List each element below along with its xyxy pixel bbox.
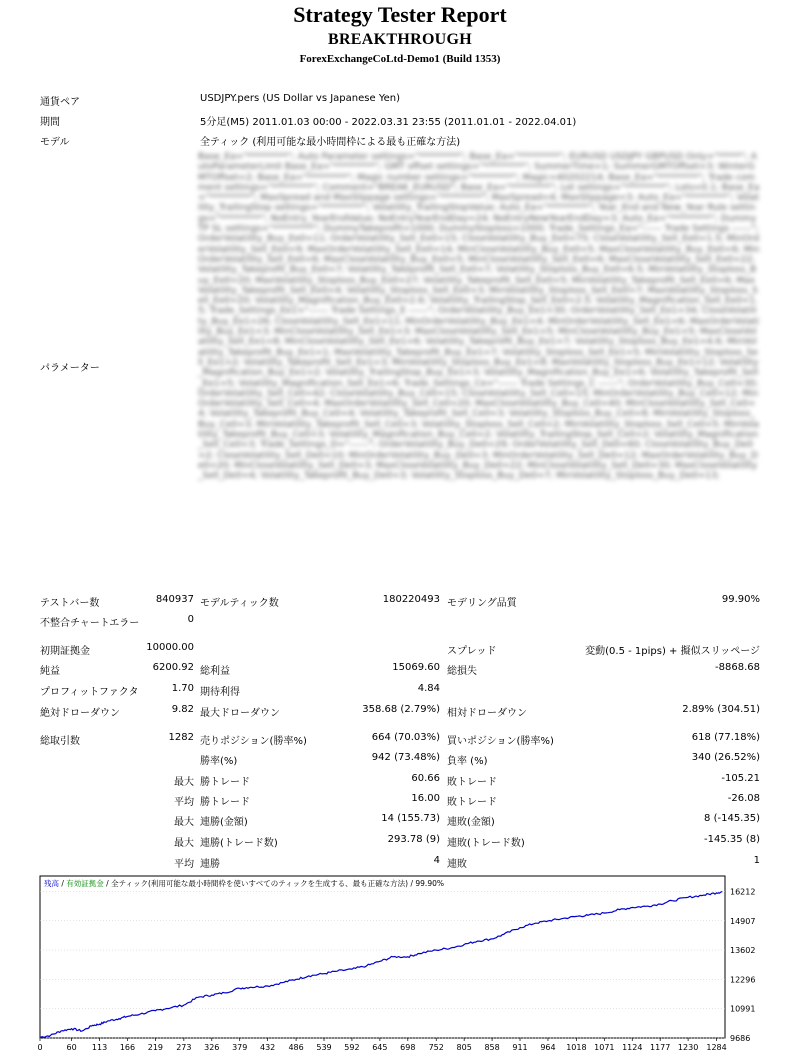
report-title: Strategy Tester Report (293, 2, 507, 27)
x-tick-label: 432 (259, 1043, 276, 1052)
y-tick-label: 9686 (730, 1034, 751, 1043)
params-label: パラメーター (40, 363, 100, 374)
legend-sep-1: / (59, 879, 67, 888)
legend-equity: 有効証拠金 (66, 879, 104, 888)
largest-loss-value: -105.21 (721, 773, 760, 784)
payoff-label: 期待利得 (200, 687, 240, 698)
consec-profit-label: 連勝(トレード数) (200, 838, 278, 849)
x-tick-label: 858 (484, 1043, 500, 1052)
x-tick-label: 911 (512, 1043, 528, 1052)
payoff-value: 4.84 (417, 683, 440, 694)
x-tick-label: 592 (344, 1043, 360, 1052)
max-label-2: 最大 (174, 817, 194, 828)
model-label: モデル (40, 137, 70, 148)
win-value: 942 (73.48%) (371, 752, 440, 763)
model-value: 全ティック (利用可能な最小時間枠による最も正確な方法) (200, 137, 461, 148)
legend-description: 全ティック(利用可能な最小時間枠を使いすべてのティックを生成する、最も正確な方法) / 99.90% (111, 879, 444, 888)
win-label: 勝率(%) (200, 756, 238, 767)
x-tick-label: 219 (147, 1043, 164, 1052)
loss-label: 負率 (%) (447, 756, 488, 767)
max-label-1: 最大 (174, 777, 194, 788)
short-label: 売りポジション(勝率%) (200, 736, 307, 747)
spread-value: 変動(0.5 - 1pips) + 擬似スリッページ (585, 646, 760, 657)
symbol-label: 通貨ペア (40, 97, 80, 108)
ea-name: BREAKTHROUGH (327, 31, 473, 48)
x-tick-label: 273 (176, 1043, 192, 1052)
ticks-label: モデルティック数 (200, 598, 279, 609)
avg-consec-losses-label: 連敗 (447, 859, 467, 870)
x-tick-label: 964 (540, 1043, 556, 1052)
legend-balance: 残高 (44, 879, 59, 888)
errors-value: 0 (187, 614, 194, 625)
y-tick-label: 13602 (730, 946, 756, 956)
absdd-label: 絶対ドローダウン (40, 708, 120, 719)
x-tick-label: 1177 (650, 1043, 671, 1052)
netprofit-value: 6200.92 (152, 662, 194, 673)
x-tick-label: 0 (37, 1043, 43, 1052)
consec-profit-value: 293.78 (9) (387, 834, 440, 845)
consec-losses-label: 連敗(金額) (447, 817, 495, 828)
consec-loss-value: -145.35 (8) (704, 834, 760, 845)
avg-loss-value: -26.08 (727, 793, 760, 804)
avg-label-1: 平均 (174, 797, 194, 808)
x-tick-label: 379 (232, 1043, 248, 1052)
x-axis-ticks (37, 1038, 726, 1052)
consec-losses-value: 8 (-145.35) (704, 813, 760, 824)
loss-value: 340 (26.52%) (691, 752, 760, 763)
x-tick-label: 326 (204, 1043, 220, 1052)
avg-win-label: 勝トレード (200, 797, 250, 808)
y-tick-label: 10991 (730, 1004, 756, 1014)
reldd-value: 2.89% (304.51) (682, 704, 760, 715)
period-value: 5分足(M5) 2011.01.03 00:00 - 2022.03.31 23:55 (2011.01.01 - 2022.04.01) (200, 117, 577, 128)
x-tick-label: 1124 (622, 1043, 643, 1052)
bars-value: 840937 (155, 594, 194, 605)
trades-label: 総取引数 (40, 736, 80, 747)
deposit-label: 初期証拠金 (40, 646, 90, 657)
largest-win-value: 60.66 (411, 773, 440, 784)
symbol-value: USDJPY.pers (US Dollar vs Japanese Yen) (200, 93, 400, 104)
long-value: 618 (77.18%) (691, 732, 760, 743)
period-label: 期間 (40, 117, 60, 128)
deposit-value: 10000.00 (146, 642, 194, 653)
bars-label: テストバー数 (40, 598, 100, 609)
grossloss-value: -8868.68 (715, 662, 760, 673)
largest-win-label: 勝トレード (200, 777, 250, 788)
x-tick-label: 166 (119, 1043, 136, 1052)
absdd-value: 9.82 (171, 704, 194, 715)
x-tick-label: 752 (428, 1043, 444, 1052)
grossprofit-label: 総利益 (200, 666, 230, 677)
x-tick-label: 1071 (594, 1043, 615, 1052)
trades-value: 1282 (168, 732, 194, 743)
quality-value: 99.90% (721, 594, 760, 605)
reldd-label: 相対ドローダウン (447, 708, 527, 719)
quality-label: モデリング品質 (447, 598, 517, 609)
maxdd-value: 358.68 (2.79%) (362, 704, 440, 715)
pf-label: プロフィットファクタ (40, 687, 139, 698)
avg-label-2: 平均 (174, 859, 194, 870)
params-blurred-text: Base_Ea="*********"; Auto Parameter settings="*********"; Base_Ea="*********"; EURUSD USDJPY GBPUSD Only="*****"; AutoParameterLimit Base_Ea="*********"; GMT offset settings="*********"; SummerTime=1; SummerGMTOffset=3; WinterGMTOffset=2; Base_Ea="*********"; Magic number settings="*********"; Magic=40202214; Base_Ea="*********"; Trade comment settings="*********"; Comment="BREAK_EURUSD"; Base_Ea="*********"; Lot settings="*********"; Lots=0.1; Base_Ea="*********"; MaxSpread and MaxSlippage settings="*********"; MaxSpread=4; MaxSlippage=3; Auto_Ea="*********"; Volatility_TrailingStop settings="*********"; Volatility_TrailingStopValue; Auto_Ea="*********"; Year_End and New_Year Rule settings="*********"; NoEntry_YearEndValue; NoEntryYearEndDay=24; NoEntryNewYearEndDay=3; Auto_Ea="*********"; Dummy TP SL settings="*********"; DummyTakeprofit=1000; DummyStoploss=1000; Trade_Settings_Ea="------ Trade Settings ------"; OrderVolatility_Buy_Ee0=11; OrderVolatility_Sell_Ee0=15; CloseVolatility_Buy_Ee0=75; CloseVolatility_Sell_Ee0=1.5; MinOrderVolatility_Sell_Ee0=9; MaxOrderVolatility_Sell_Ee0=14; MinCloseVolatility_Buy_Ee0=5; MaxCloseVolatility_Buy_Ee0=6; MinOrderVolatility_Sell_Ee0=6; MaxCloseVolatility_Buy_Ee0=5; MinCloseVolatility_Sell_Ee0=6; MaxCloseVolatility_Sell_Ee0=22; Volatility_Takeprofit_Buy_Ee0=7; Volatility_Takeprofit_Sell_Ee0=7; Volatility_Stoploss_Buy_Ee0=6.5; MinVolatility_Stoploss_Buy_Ee0=20; MaxVolatility_Stoploss_Buy_Ee0=27; Volatility_Takeprofit_Sell_Ee0=5; MinVolatility_Takeprofit_Sell_Ee0=6; MaxVolatility_Takeprofit_Sell_Ee0=4; Volatility_Stoploss_Sell_Ee0=3; MinVolatility_Stoploss_Sell_Ee0=7; MaxVolatility_Stoploss_Sell_Ee0=20; Volatility_Magnification_Buy_Ee0=2.6; Volatility_TrailingStop_Sell_Ee0=2.5; Volatility_Magnification_Sell_Ee0=1.5; Trade_Settings_Ee1="------ Trade Settings_E ------"; OrderVolatility_Buy_Ee1=30; OrderVolatility_Sell_Ee1=34; CloseVolatility_Buy_Ee1=26; CloseVolatility_Sell_Ee1=11; MinOrderVolatility_Buy_Ee1=4; MinOrderVolatility_Sell_Ee1=6; MaxOrderVolatility_Buy_Ee1=3; MinCloseVolatility_Sell_Ee1=3; MaxCloseVolatility_Sell_Ee1=5; MinCloseVolatility_Buy_Ee1=5; MaxCloseVolatility_Sell_Ee1=8; MinCloseVolatility_Sell_Ee1=6; Volatility_Takeprofit_Buy_Ee1=7; Volatility_Stoploss_Buy_Ee1=4.6; MinVolatility_Takeprofit_Buy_Ee1=1; MaxVolatility_Takeprofit_Buy_Ee1=7; Volatility_Stoploss_Sell_Ee1=5; MinVolatility_Stoploss_Sell_Ee1=2; Volatility_Takeprofit_Sell_Ee1=3; MinVolatility_Stoploss_Buy_Ee1=8; MaxVolatility_Stoploss_Buy_Ee1=12; Volatility_Magnification_Buy_Ee1=2; Volatility_TrailingStop_Buy_Ee1=3; Volatility_Magnification_Buy_Ee1=6; Volatility_Takeprofit_Sell_Ee1=5; Volatility_Magnification_Sell_Ee1=6; Trade_Settings_Ce="------ Trade Settings_C ------"; OrderVolatility_Buy_Ce0=30; OrderVolatility_Sell_Ce0=42; CloseVolatility_Buy_Ce0=15; CloseVolatility_Sell_Ce0=15; MinOrderVolatility_Buy_Ce0=12; MinOrderVolatility_Sell_Ce0=4; MaxOrderVolatility_Sell_Ce0=20; MaxCloseVolatility_Buy_Ce0=40; MinCloseVolatility_Sell_Ce0=4; Volatility_Takeprofit_Buy_Ce0=4; Volatility_Takeprofit_Sell_Ce0=3; Volatility_Stoploss_Buy_Ce0=8; MinVolatility_Stoploss_Buy_Ce0=3; MinVolatility_Takeprofit_Sell_Ce0=3; Volatility_Stoploss_Sell_Ce0=2; MinVolatility_Stoploss_Sell_Ce0=5; MinVolatility_Takeprofit_Buy_Ce0=3; Volatility_Magnification_Buy_Ce0=2; Volatility_TrailingStop_Sell_Ce0=2; Volatility_Magnification_Sell_Ce0=3; Trade_Settings_D="------"; OrderVolatility_Buy_De0=29; OrderVolatility_Sell_De0=60; CloseVolatility_Buy_De0=2; CloseVolatility_Sell_De0=10; MinOrderVolatility_Buy_De0=3; MinOrderVolatility_Sell_De0=12; MaxOrderVolatility_Buy_De0=20; MinCloseVolatility_Sell_De0=3; MaxCloseVolatility_Buy_De0=22; MinCloseVolatility_Sell_De0=30; MaxCloseVolatility_Sell_De0=4; Volatility_Takeprofit_Buy_De0=3; Volatility_Stoploss_Buy_De0=7; MinVolatility_Stoploss_Buy_De0=13; (198, 152, 760, 482)
avg-win-value: 16.00 (411, 793, 440, 804)
server-name: ForexExchangeCoLtd-Demo1 (Build 1353) (299, 53, 501, 65)
x-tick-label: 539 (316, 1043, 332, 1052)
avg-consec-losses-value: 1 (753, 855, 760, 866)
x-tick-label: 805 (456, 1043, 472, 1052)
x-tick-label: 1230 (677, 1043, 699, 1052)
x-tick-label: 1284 (706, 1043, 727, 1052)
short-value: 664 (70.03%) (371, 732, 440, 743)
x-tick-label: 113 (91, 1043, 108, 1052)
ticks-value: 180220493 (382, 594, 440, 605)
balance-chart-svg (38, 874, 762, 1054)
avg-loss-label: 敗トレード (447, 797, 497, 808)
netprofit-label: 純益 (40, 666, 60, 677)
grossprofit-value: 15069.60 (392, 662, 440, 673)
avg-consec-wins-value: 4 (433, 855, 440, 866)
x-tick-label: 698 (400, 1043, 416, 1052)
maxdd-label: 最大ドローダウン (200, 708, 280, 719)
chart-legend (44, 878, 444, 888)
x-tick-label: 486 (288, 1043, 304, 1052)
y-tick-label: 14907 (730, 916, 756, 926)
y-tick-label: 12296 (730, 975, 756, 985)
long-label: 買いポジション(勝率%) (447, 736, 554, 747)
consec-wins-label: 連勝(金額) (200, 817, 248, 828)
avg-consec-wins-label: 連勝 (200, 859, 220, 870)
max-label-3: 最大 (174, 838, 194, 849)
y-axis-ticks (730, 887, 755, 1043)
balance-chart (38, 874, 762, 1054)
x-tick-label: 645 (372, 1043, 388, 1052)
grossloss-label: 総損失 (447, 666, 477, 677)
errors-label: 不整合チャートエラー (40, 618, 140, 629)
y-tick-label: 16212 (730, 887, 756, 897)
spread-label: スプレッド (447, 646, 497, 657)
x-tick-label: 1018 (566, 1043, 587, 1052)
legend-sep-2: / (103, 879, 112, 888)
largest-loss-label: 敗トレード (447, 777, 497, 788)
consec-wins-value: 14 (155.73) (381, 813, 440, 824)
x-tick-label: 60 (66, 1043, 77, 1052)
consec-loss-label: 連敗(トレード数) (447, 838, 525, 849)
pf-value: 1.70 (171, 683, 194, 694)
